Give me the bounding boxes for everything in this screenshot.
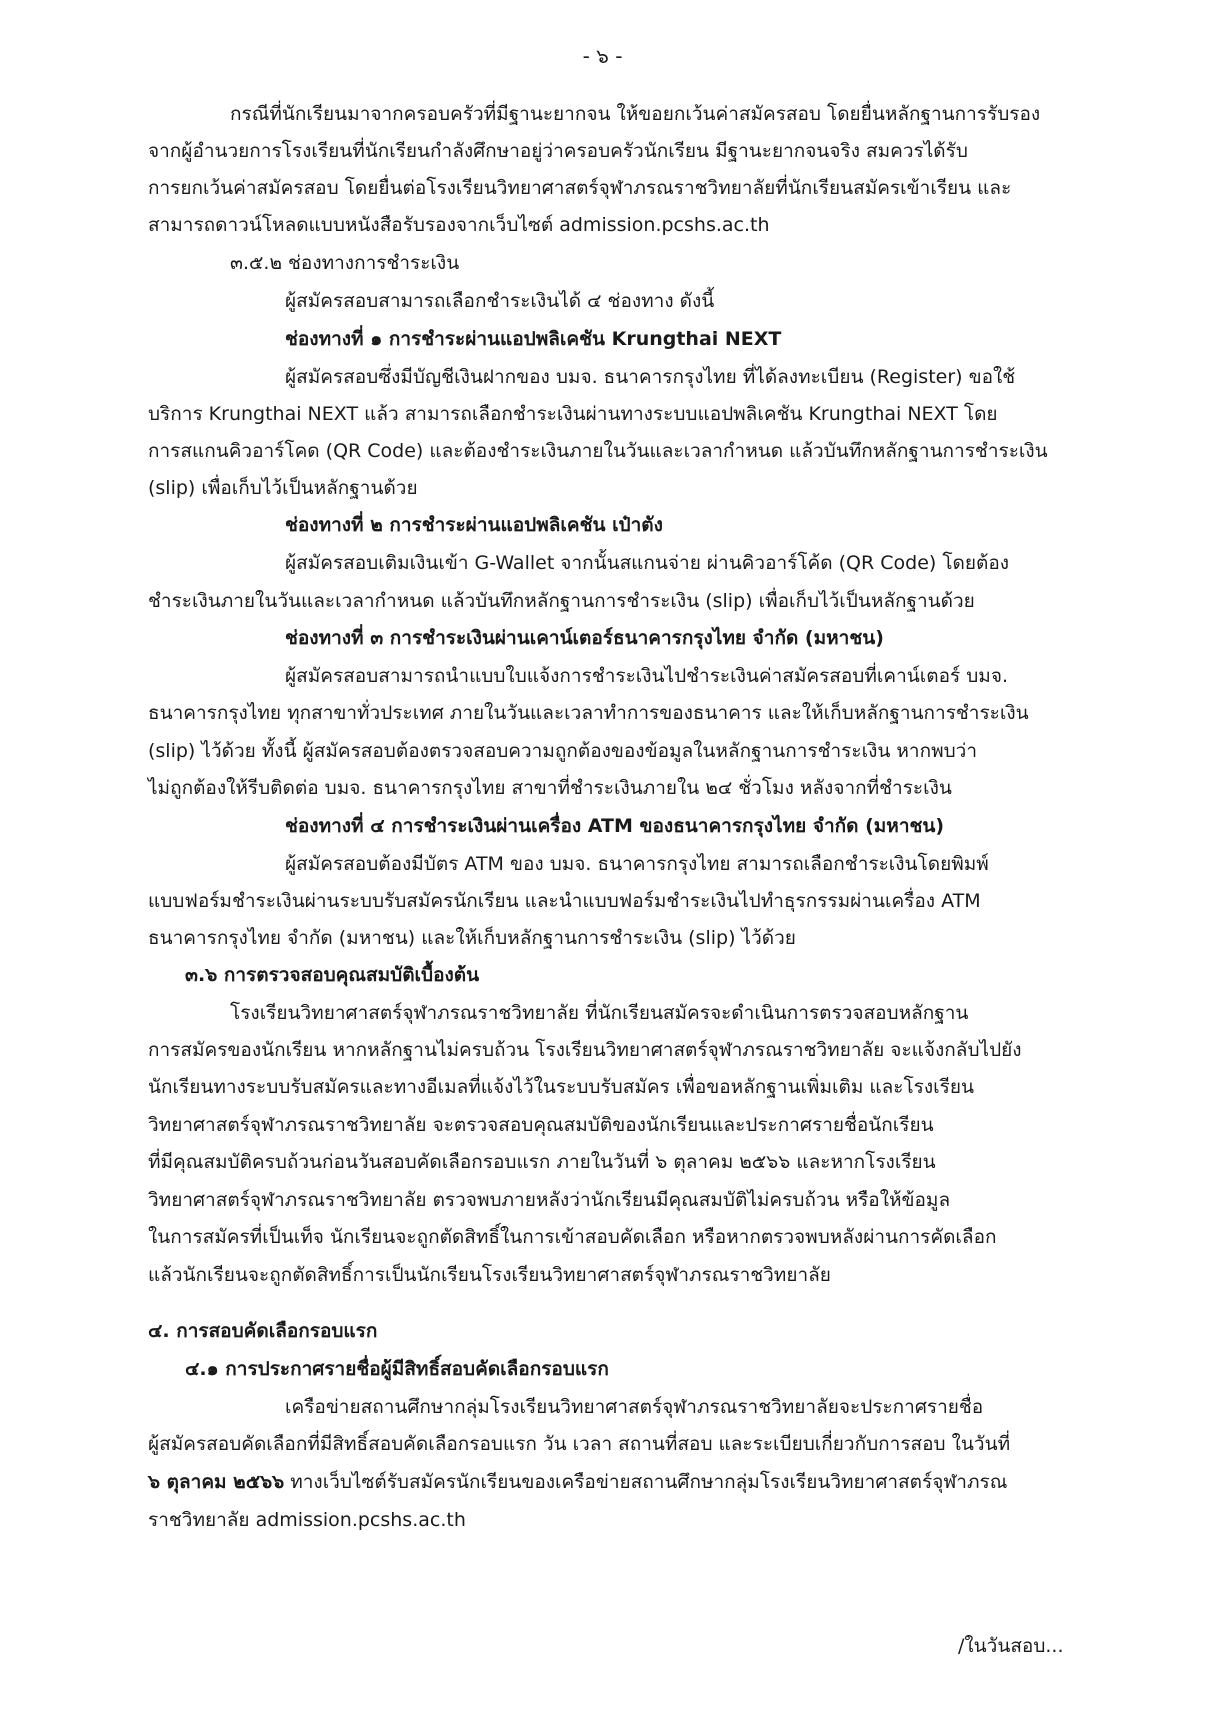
text-line: สามารถดาวน์โหลดแบบหนังสือรับรองจากเว็บไซต์ admission.pcshs.ac.th: [148, 214, 770, 236]
text-line: ที่มีคุณสมบัติครบถ้วนก่อนวันสอบคัดเลือกรอบแรก ภายในวันที่ ๖ ตุลาคม ๒๕๖๖ และหากโรงเรียน: [148, 1151, 936, 1173]
text-line: ธนาคารกรุงไทย ทุกสาขาทั่วประเทศ ภายในวันและเวลาทำการของธนาคาร และให้เก็บหลักฐานการชำระเงิน: [148, 702, 1029, 724]
text-line: ผู้สมัครสอบสามารถเลือกชำระเงินได้ ๔ ช่องทาง ดังนี้: [285, 290, 715, 312]
channel-heading: ช่องทางที่ ๒ การชำระผ่านแอปพลิเคชัน เป๋าตัง: [285, 514, 663, 536]
text-line: [148, 1469, 1007, 1495]
channel-heading: ช่องทางที่ ๓ การชำระเงินผ่านเคาน์เตอร์ธนาคารกรุงไทย จำกัด (มหาชน): [285, 627, 884, 649]
text-line: ชำระเงินภายในวันและเวลากำหนด แล้วบันทึกหลักฐานการชำระเงิน (slip) เพื่อเก็บไว้เป็นหลักฐานด้วย: [148, 590, 975, 612]
text-line: ในการสมัครที่เป็นเท็จ นักเรียนจะถูกตัดสิทธิ์ในการเข้าสอบคัดเลือก หรือหากตรวจพบหลังผ่านการคัดเลือก: [148, 1226, 997, 1248]
text-line: วิทยาศาสตร์จุฬาภรณราชวิทยาลัย จะตรวจสอบคุณสมบัติของนักเรียนและประกาศรายชื่อนักเรียน: [148, 1114, 934, 1136]
text-line: กรณีที่นักเรียนมาจากครอบครัวที่มีฐานะยากจน ให้ขอยกเว้นค่าสมัครสอบ โดยยื่นหลักฐานการรับรอง: [230, 103, 1041, 125]
subsection-heading: ๓.๕.๒ ช่องทางการชำระเงิน: [230, 252, 460, 274]
text-line: จากผู้อำนวยการโรงเรียนที่นักเรียนกำลังศึกษาอยู่ว่าครอบครัวนักเรียน มีฐานะยากจนจริง สมควรได้รับ: [148, 140, 968, 162]
channel-heading: ช่องทางที่ ๑ การชำระผ่านแอปพลิเคชัน Krungthai NEXT: [285, 328, 782, 350]
text-line: บริการ Krungthai NEXT แล้ว สามารถเลือกชำระเงินผ่านทางระบบแอปพลิเคชัน Krungthai NEXT โดย: [148, 403, 998, 425]
channel-heading: ช่องทางที่ ๔ การชำระเงินผ่านเครื่อง ATM ของธนาคารกรุงไทย จำกัด (มหาชน): [285, 815, 945, 837]
text-line: (slip) เพื่อเก็บไว้เป็นหลักฐานด้วย: [148, 477, 418, 499]
text-line: เครือข่ายสถานศึกษากลุ่มโรงเรียนวิทยาศาสตร์จุฬาภรณราชวิทยาลัยจะประกาศรายชื่อ: [285, 1396, 984, 1418]
text-line: นักเรียนทางระบบรับสมัครและทางอีเมลที่แจ้งไว้ในระบบรับสมัคร เพื่อขอหลักฐานเพิ่มเติม และโรงเรียน: [148, 1076, 974, 1098]
text-line: ผู้สมัครสอบสามารถนำแบบใบแจ้งการชำระเงินไปชำระเงินค่าสมัครสอบที่เคาน์เตอร์ บมจ.: [285, 665, 1009, 687]
continuation-note: /ในวันสอบ...: [958, 1635, 1064, 1657]
text-line: การสมัครของนักเรียน หากหลักฐานไม่ครบถ้วน โรงเรียนวิทยาศาสตร์จุฬาภรณราชวิทยาลัย จะแจ้งกลับไปยัง: [148, 1039, 1022, 1061]
highlighted-date: ๖ ตุลาคม ๒๕๖๖: [148, 1471, 285, 1493]
text-line: ไม่ถูกต้องให้รีบติดต่อ บมจ. ธนาคารกรุงไทย สาขาที่ชำระเงินภายใน ๒๔ ชั่วโมง หลังจากที่ชำระเงิน: [148, 777, 952, 799]
text-line: ผู้สมัครสอบคัดเลือกที่มีสิทธิ์สอบคัดเลือกรอบแรก วัน เวลา สถานที่สอบ และระเบียบเกี่ยวกับการสอบ ในวันที่: [148, 1433, 1011, 1455]
text-line-rest: ทางเว็บไซต์รับสมัครนักเรียนของเครือข่ายสถานศึกษากลุ่มโรงเรียนวิทยาศาสตร์จุฬาภรณ: [284, 1471, 1008, 1493]
text-line: วิทยาศาสตร์จุฬาภรณราชวิทยาลัย ตรวจพบภายหลังว่านักเรียนมีคุณสมบัติไม่ครบถ้วน หรือให้ข้อมูล: [148, 1189, 951, 1211]
section-heading: ๔. การสอบคัดเลือกรอบแรก: [148, 1320, 378, 1342]
text-line: (slip) ไว้ด้วย ทั้งนี้ ผู้สมัครสอบต้องตรวจสอบความถูกต้องของข้อมูลในหลักฐานการชำระเงิน หากพบว่า: [148, 740, 977, 762]
page-number: - ๖ -: [582, 44, 623, 68]
text-line: แบบฟอร์มชำระเงินผ่านระบบรับสมัครนักเรียน และนำแบบฟอร์มชำระเงินไปทำธุรกรรมผ่านเครื่อง ATM: [148, 890, 981, 912]
text-line: ผู้สมัครสอบซึ่งมีบัญชีเงินฝากของ บมจ. ธนาคารกรุงไทย ที่ได้ลงทะเบียน (Register) ขอใช้: [285, 366, 1016, 388]
text-line: การยกเว้นค่าสมัครสอบ โดยยื่นต่อโรงเรียนวิทยาศาสตร์จุฬาภรณราชวิทยาลัยที่นักเรียนสมัครเข้าเรียน และ: [148, 177, 1012, 199]
text-line: การสแกนคิวอาร์โคด (QR Code) และต้องชำระเงินภายในวันและเวลากำหนด แล้วบันทึกหลักฐานการชำระเงิน: [148, 440, 1048, 462]
text-line: ธนาคารกรุงไทย จำกัด (มหาชน) และให้เก็บหลักฐานการชำระเงิน (slip) ไว้ด้วย: [148, 927, 796, 949]
text-line: โรงเรียนวิทยาศาสตร์จุฬาภรณราชวิทยาลัย ที่นักเรียนสมัครจะดำเนินการตรวจสอบหลักฐาน: [230, 1002, 969, 1024]
text-line: ผู้สมัครสอบต้องมีบัตร ATM ของ บมจ. ธนาคารกรุงไทย สามารถเลือกชำระเงินโดยพิมพ์: [285, 853, 989, 875]
text-line: ผู้สมัครสอบเติมเงินเข้า G-Wallet จากนั้นสแกนจ่าย ผ่านคิวอาร์โค้ด (QR Code) โดยต้อง: [285, 552, 1010, 574]
text-line: ราชวิทยาลัย admission.pcshs.ac.th: [148, 1509, 466, 1531]
subsection-heading: ๔.๑ การประกาศรายชื่อผู้มีสิทธิ์สอบคัดเลือกรอบแรก: [185, 1358, 609, 1380]
section-heading: ๓.๖ การตรวจสอบคุณสมบัติเบื้องต้น: [185, 964, 480, 986]
text-line: แล้วนักเรียนจะถูกตัดสิทธิ์การเป็นนักเรียนโรงเรียนวิทยาศาสตร์จุฬาภรณราชวิทยาลัย: [148, 1264, 831, 1286]
